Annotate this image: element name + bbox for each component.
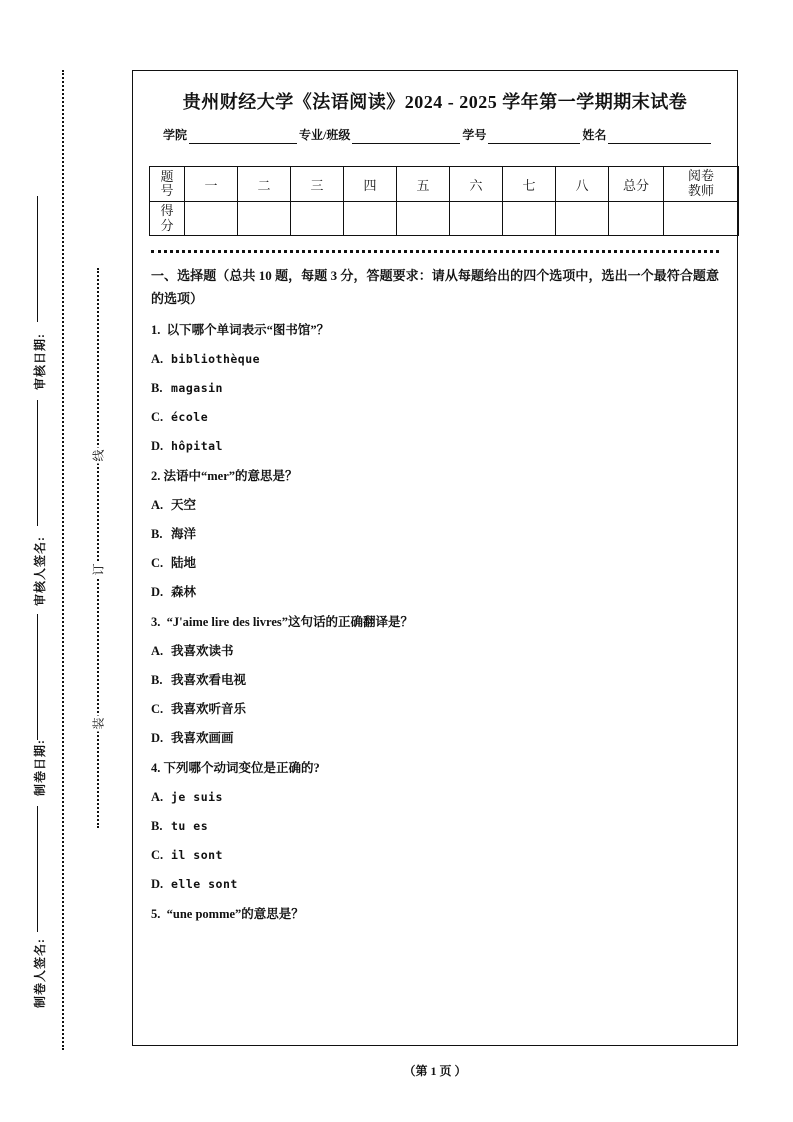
score-cell-2[interactable] [238, 202, 291, 236]
option-2-D[interactable] [151, 582, 721, 602]
option-text-2-C: 陆地 [171, 556, 197, 571]
score-cell-3[interactable] [291, 202, 344, 236]
option-3-D[interactable] [151, 728, 721, 748]
option-label-1-B: B. [151, 381, 163, 396]
question-block-5 [149, 904, 721, 924]
score-header-line1: 得 [160, 203, 174, 219]
option-4-D[interactable] [151, 874, 721, 894]
field-label-student-id: 学号 [462, 128, 487, 143]
option-text-1-B: magasin [171, 381, 223, 396]
field-label-major-class: 专业/班级 [299, 128, 351, 143]
option-label-3-A: A. [151, 644, 164, 659]
question-block-2 [149, 466, 721, 602]
question-stem-1 [151, 320, 721, 340]
question-block-3 [149, 612, 721, 748]
option-text-3-C: 我喜欢听音乐 [171, 702, 247, 717]
option-2-C[interactable] [151, 553, 721, 573]
option-text-3-D: 我喜欢画画 [171, 731, 234, 746]
option-label-2-C: C. [151, 556, 164, 571]
column-header-7: 七 [503, 167, 556, 202]
option-label-3-C: C. [151, 702, 164, 717]
score-cell-1[interactable] [185, 202, 238, 236]
page-title: 贵州财经大学《法语阅读》2024 - 2025 学年第一学期期末试卷 [182, 92, 688, 112]
question-text-5: “une pomme”的意思是？ [166, 907, 304, 922]
column-header-grading-teacher [664, 167, 739, 202]
option-label-1-A: A. [151, 352, 164, 367]
seam-char-line: 线 [87, 448, 110, 464]
option-text-2-B: 海洋 [171, 527, 197, 542]
option-text-4-D: elle sont [171, 877, 238, 892]
question-stem-5 [151, 904, 721, 924]
option-4-C[interactable] [151, 845, 721, 865]
option-4-B[interactable] [151, 816, 721, 836]
exam-paper-frame [132, 70, 738, 1046]
margin-rule-3 [37, 614, 38, 740]
column-header-8: 八 [556, 167, 609, 202]
option-label-3-D: D. [151, 731, 164, 746]
option-label-1-C: C. [151, 410, 164, 425]
option-text-3-B: 我喜欢看电视 [171, 673, 247, 688]
question-text-4: 下列哪个动词变位是正确的? [163, 761, 320, 776]
margin-rule-1 [37, 196, 38, 322]
field-label-college: 学院 [163, 128, 188, 143]
question-stem-2 [151, 466, 721, 486]
question-number-5: 5. [151, 907, 161, 922]
question-number-4: 4. [151, 761, 161, 776]
section-heading-multiple-choice: 一、选择题（总共 10 题，每题 3 分，答题要求：请从每题给出的四个选项中，选出一个最符合题意的选项） [151, 267, 719, 306]
option-label-4-B: B. [151, 819, 163, 834]
option-1-D[interactable] [151, 436, 721, 456]
option-2-B[interactable] [151, 524, 721, 544]
option-text-2-A: 天空 [171, 498, 197, 513]
column-header-total: 总分 [609, 167, 664, 202]
field-input-college[interactable] [189, 130, 297, 144]
question-block-4 [149, 758, 721, 894]
field-input-student-id[interactable] [488, 130, 580, 144]
score-cell-total[interactable] [609, 202, 664, 236]
question-number-2: 2. [151, 469, 161, 484]
question-text-2: 法语中“mer”的意思是？ [163, 469, 298, 484]
seam-char-bind: 订 [87, 562, 110, 578]
field-label-name: 姓名 [582, 128, 607, 143]
question-text-3: “J'aime lire des livres”这句话的正确翻译是？ [166, 615, 414, 630]
row-header-line1: 题 [160, 169, 174, 185]
option-label-3-B: B. [151, 673, 163, 688]
option-4-A[interactable] [151, 787, 721, 807]
teacher-label-line1: 阅卷 [687, 168, 714, 184]
option-label-4-A: A. [151, 790, 164, 805]
score-cell-4[interactable] [344, 202, 397, 236]
dotted-separator [151, 250, 719, 253]
column-header-5: 五 [397, 167, 450, 202]
margin-label-review-date: 审核日期: [33, 333, 47, 390]
margin-rule-4 [37, 806, 38, 932]
student-info-line [163, 126, 721, 144]
option-label-4-C: C. [151, 848, 164, 863]
column-header-6: 六 [450, 167, 503, 202]
option-3-B[interactable] [151, 670, 721, 690]
score-cell-grading-teacher[interactable] [664, 202, 739, 236]
option-text-4-A: je suis [171, 790, 223, 805]
option-label-1-D: D. [151, 439, 164, 454]
field-input-name[interactable] [608, 130, 711, 144]
table-row-question-numbers [150, 167, 739, 202]
option-label-2-D: D. [151, 585, 164, 600]
score-table [149, 166, 739, 235]
column-header-3: 三 [291, 167, 344, 202]
question-number-1: 1. [151, 323, 161, 338]
margin-rule-2 [37, 400, 38, 526]
question-block-1 [149, 320, 721, 456]
score-header-line2: 分 [160, 217, 174, 233]
score-cell-7[interactable] [503, 202, 556, 236]
question-text-1: 以下哪个单词表示“图书馆”？ [166, 323, 330, 338]
option-label-2-A: A. [151, 498, 164, 513]
option-text-1-D: hôpital [171, 439, 223, 454]
binding-margin-column [0, 0, 132, 1122]
option-text-1-A: bibliothèque [171, 352, 261, 367]
question-number-3: 3. [151, 615, 161, 630]
option-text-4-B: tu es [171, 819, 209, 834]
option-label-2-B: B. [151, 527, 163, 542]
margin-label-compiler-signature: 制卷人签名: [33, 938, 47, 1008]
seam-char-pack: 装 [87, 716, 110, 732]
option-1-A[interactable] [151, 349, 721, 369]
table-row-scores [150, 202, 739, 236]
question-stem-3 [151, 612, 721, 632]
outer-dotted-binding-line [62, 70, 64, 1050]
column-header-1: 一 [185, 167, 238, 202]
page-footer: （第 1 页 ） [403, 1064, 467, 1078]
column-header-2: 二 [238, 167, 291, 202]
score-cell-5[interactable] [397, 202, 450, 236]
option-text-2-D: 森林 [171, 585, 197, 600]
option-1-B[interactable] [151, 378, 721, 398]
field-input-major-class[interactable] [352, 130, 460, 144]
margin-label-compile-date: 制卷日期: [33, 739, 47, 796]
option-1-C[interactable] [151, 407, 721, 427]
option-2-A[interactable] [151, 495, 721, 515]
column-header-4: 四 [344, 167, 397, 202]
option-label-4-D: D. [151, 877, 164, 892]
row-header-line2: 号 [160, 183, 174, 199]
teacher-label-line2: 教师 [687, 183, 714, 199]
option-3-A[interactable] [151, 641, 721, 661]
margin-label-reviewer-signature: 审核人签名: [33, 536, 47, 606]
score-cell-6[interactable] [450, 202, 503, 236]
inner-dotted-binding-line [97, 268, 99, 828]
option-text-3-A: 我喜欢读书 [171, 644, 234, 659]
option-text-1-C: école [171, 410, 209, 425]
option-text-4-C: il sont [171, 848, 223, 863]
option-3-C[interactable] [151, 699, 721, 719]
question-stem-4 [151, 758, 721, 778]
score-cell-8[interactable] [556, 202, 609, 236]
row-header-score [150, 202, 185, 236]
row-header-question-number [150, 167, 185, 202]
